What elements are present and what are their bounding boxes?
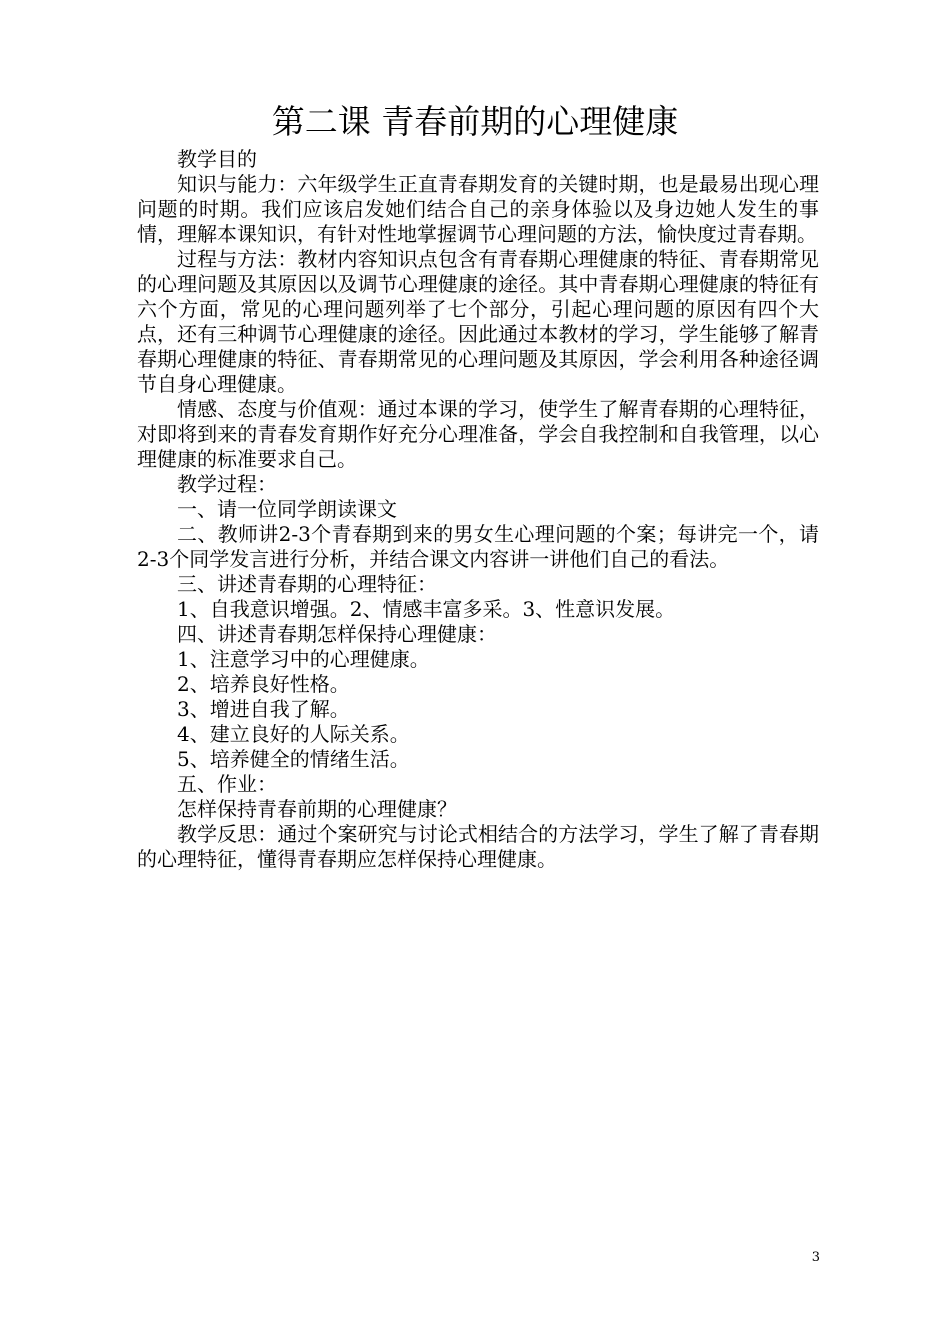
homework-question: 怎样保持青春前期的心理健康？	[177, 797, 457, 821]
health-tip-1: 1、注意学习中的心理健康。	[177, 647, 430, 671]
paragraph-knowledge-ability: 知识与能力：六年级学生正直青春期发育的关键时期，也是最易出现心理问题的时期。我们应该启发她们结合自己的亲身体验以及身边她人发生的事情，理解本课知识，有针对性地掌握调节心理问题的方法，愉快度过青春期。	[137, 172, 819, 246]
paragraph-emotion-attitude: 情感、态度与价值观：通过本课的学习，使学生了解青春期的心理特征，对即将到来的青春发育期作好充分心理准备，学会自我控制和自我管理，以心理健康的标准要求自己。	[137, 397, 819, 471]
process-step-2: 二、教师讲2-3个青春期到来的男女生心理问题的个案；每讲完一个，请2-3个同学发言进行分析，并结合课文内容讲一讲他们自己的看法。	[137, 522, 819, 571]
section-heading-process: 教学过程：	[177, 472, 277, 496]
health-tip-2: 2、培养良好性格。	[177, 672, 350, 696]
process-step-4: 四、讲述青春期怎样保持心理健康：	[177, 622, 497, 646]
section-heading-objectives: 教学目的	[177, 147, 257, 171]
psychological-traits-list: 1、自我意识增强。2、情感丰富多采。3、性意识发展。	[177, 597, 676, 621]
process-step-5: 五、作业：	[177, 772, 277, 796]
health-tip-3: 3、增进自我了解。	[177, 697, 350, 721]
process-step-1: 一、请一位同学朗读课文	[177, 497, 397, 521]
page-title: 第二课 青春前期的心理健康	[271, 102, 679, 141]
paragraph-process-method: 过程与方法：教材内容知识点包含有青春期心理健康的特征、青春期常见的心理问题及其原因以及调节心理健康的途径。其中青春期心理健康的特征有六个方面，常见的心理问题列举了七个部分，引起心理问题的原因有四个大点，还有三种调节心理健康的途径。因此通过本教材的学习，学生能够了解青春期心理健康的特征、青春期常见的心理问题及其原因，学会利用各种途径调节自身心理健康。	[137, 247, 819, 396]
health-tip-4: 4、建立良好的人际关系。	[177, 722, 410, 746]
process-step-3: 三、讲述青春期的心理特征：	[177, 572, 437, 596]
page-number: 3	[811, 1250, 820, 1265]
document-body	[137, 147, 819, 872]
paragraph-reflection: 教学反思：通过个案研究与讨论式相结合的方法学习，学生了解了青春期的心理特征，懂得青春期应怎样保持心理健康。	[137, 822, 819, 871]
health-tip-5: 5、培养健全的情绪生活。	[177, 747, 410, 771]
